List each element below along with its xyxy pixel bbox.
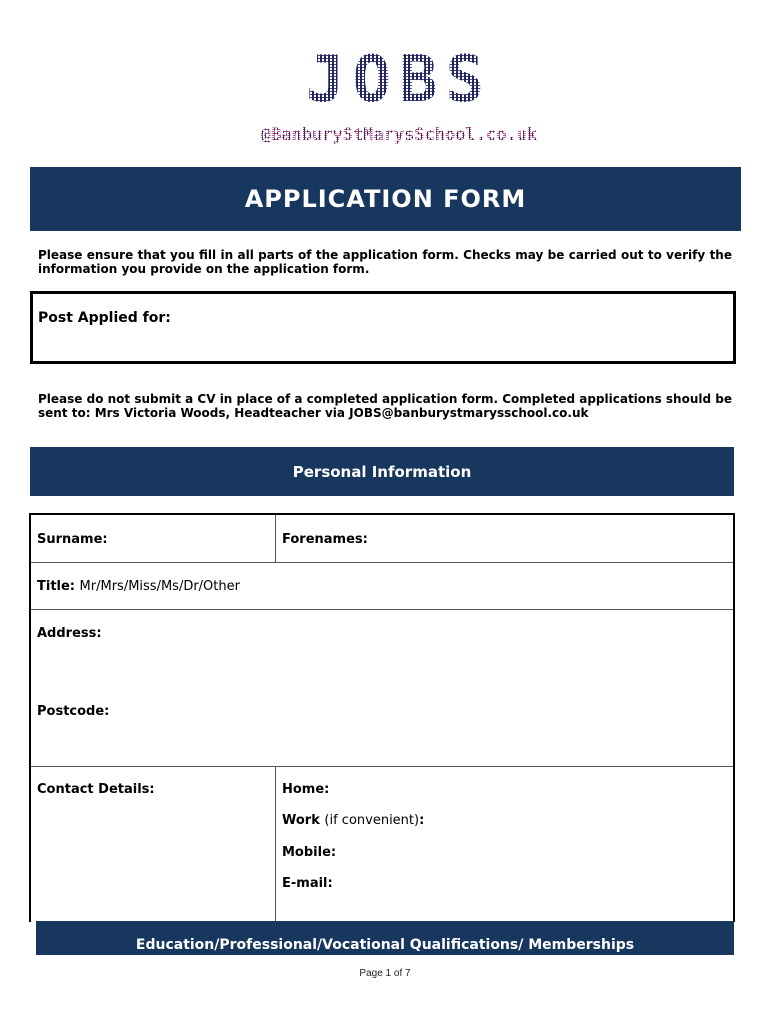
surname-label: Surname: — [37, 532, 108, 547]
work-phone-label — [282, 813, 424, 828]
address-label: Address: — [37, 626, 102, 641]
form-title: APPLICATION FORM — [30, 167, 741, 231]
work-note: (if convenient) — [324, 813, 420, 828]
logo-sub-text: @BanburyStMarysSchool.co.uk — [244, 120, 554, 150]
divider — [31, 766, 733, 767]
contact-details-label: Contact Details: — [37, 782, 155, 797]
personal-info-heading: Personal Information — [30, 447, 734, 496]
divider — [31, 562, 733, 563]
divider — [275, 766, 276, 924]
title-options: Mr/Mrs/Miss/Ms/Dr/Other — [79, 579, 240, 594]
post-applied-box[interactable] — [30, 291, 736, 364]
page-number: Page 1 of 7 — [359, 968, 411, 979]
logo-main-text: JOBS — [244, 44, 554, 116]
forenames-label: Forenames: — [282, 532, 368, 547]
work-colon: : — [419, 813, 425, 828]
personal-info-table — [29, 513, 735, 922]
cv-notice: Please do not submit a CV in place of a completed application form. Completed applications should be sent to: Mrs Victoria Woods, Headteacher via JOBS@banburystmarysschool.co.uk — [38, 392, 732, 420]
mobile-label: Mobile: — [282, 845, 337, 860]
divider — [275, 515, 276, 562]
email-label: E-mail: — [282, 876, 333, 891]
intro-text: Please ensure that you fill in all parts of the application form. Checks may be carried out to verify the information you provide on the application form. — [38, 248, 732, 276]
title-field — [37, 579, 240, 594]
title-label: Title: — [37, 579, 76, 594]
home-phone-label: Home: — [282, 782, 330, 797]
divider — [31, 609, 733, 610]
postcode-label: Postcode: — [37, 704, 110, 719]
post-applied-label: Post Applied for: — [38, 310, 171, 326]
school-logo — [244, 44, 554, 156]
education-heading: Education/Professional/Vocational Qualifications/ Memberships — [36, 921, 734, 955]
work-label: Work — [282, 813, 320, 828]
